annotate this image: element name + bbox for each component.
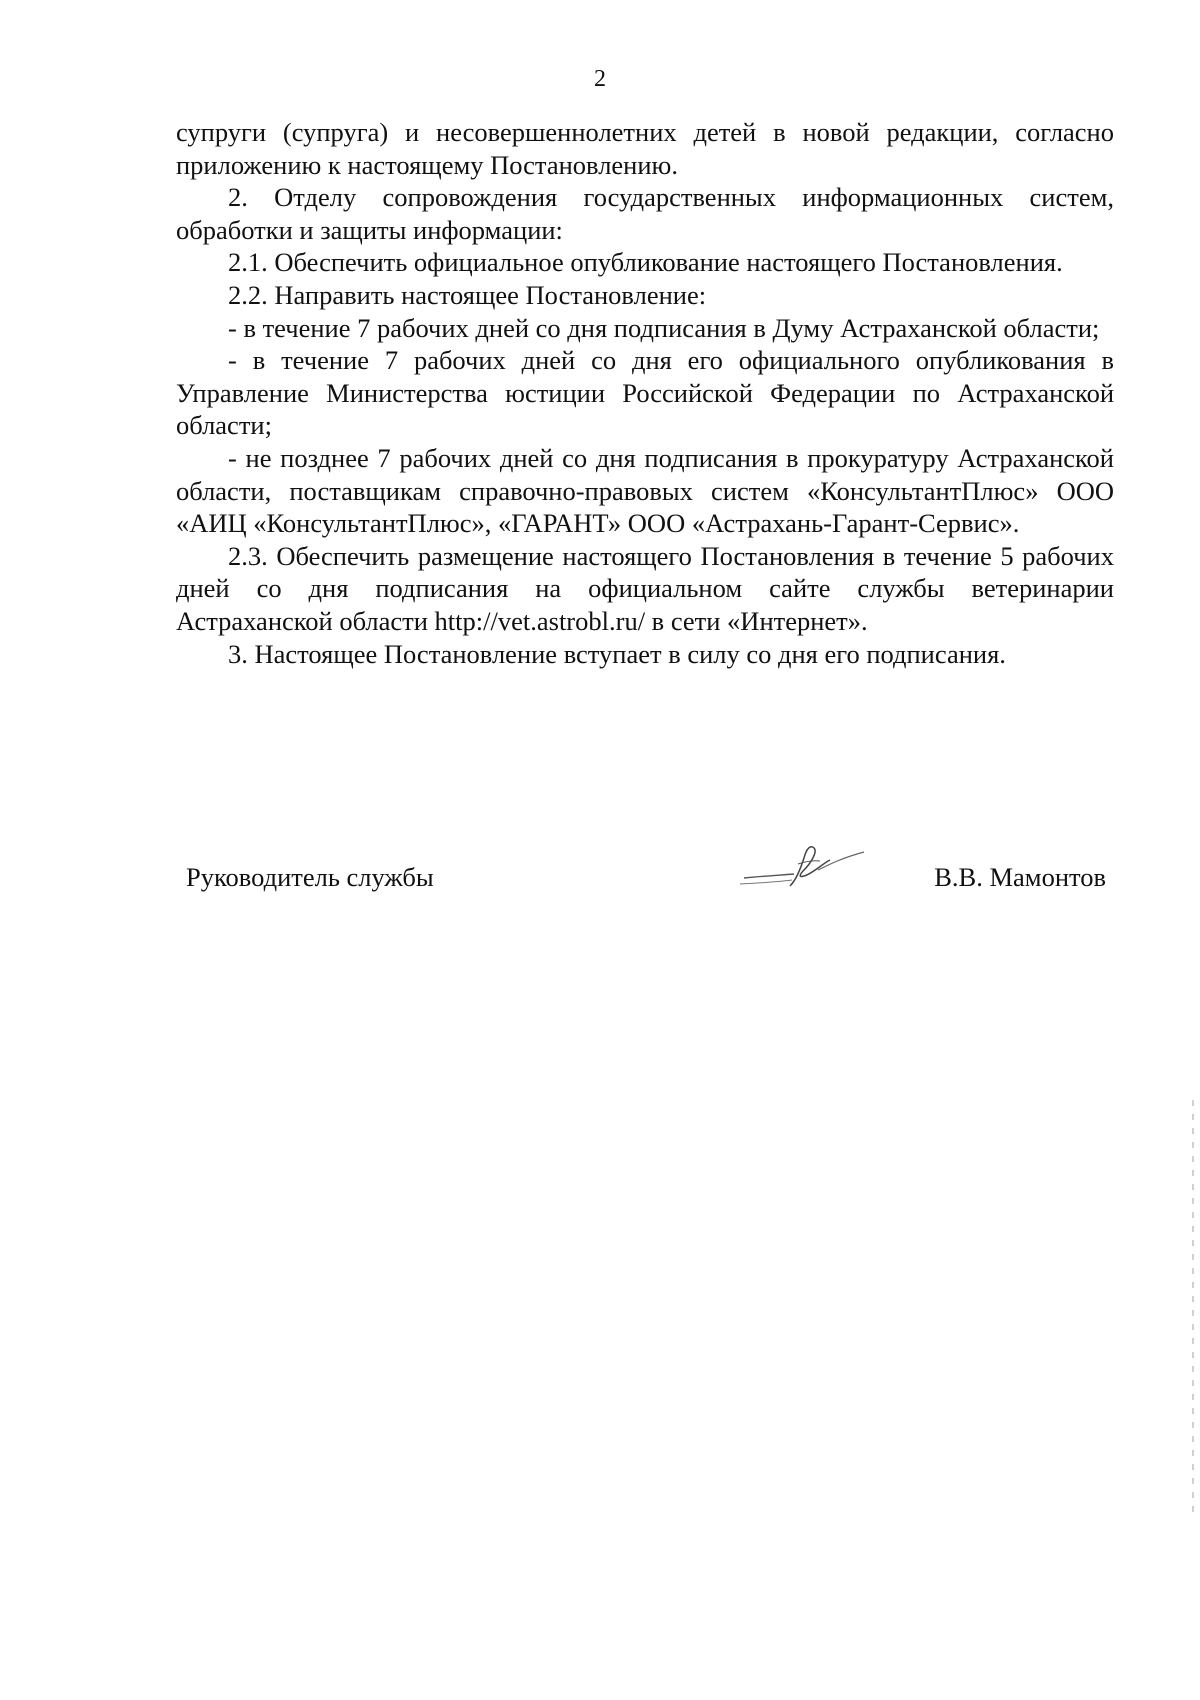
page-number: 2 [594,66,606,92]
paragraph-2-2: 2.2. Направить настоящее Постановление: [228,279,707,310]
paragraph-2-2-item-3: - не позднее 7 рабочих дней со дня подписания в прокуратуру Астраханской области, поставщикам справочно-правовых систем «КонсультантПлюс» ООО «АИЦ «КонсультантПлюс», «ГАРАНТ» ООО «Астрахань-Гарант-Сервис». [176,442,1114,539]
signatory-name: В.В. Мамонтов [934,862,1106,892]
scan-edge-mark [1192,1100,1194,1520]
paragraph-2-3: 2.3. Обеспечить размещение настоящего Постановления в течение 5 рабочих дней со дня подписания на официальном сайте службы ветеринарии Астраханской области http://vet.astrobl.ru/ в сети «Интернет». [176,540,1114,636]
paragraph-1: супруги (супруга) и несовершеннолетних детей в новой редакции, согласно приложению к настоящему Постановлению. [176,117,1114,180]
paragraph-2: 2. Отделу сопровождения государственных информационных систем, обработки и защиты информации: [176,182,1114,245]
paragraph-2-1: 2.1. Обеспечить официальное опубликование настоящего Постановления. [228,247,1063,278]
signature-block [186,862,1106,922]
handwritten-signature-icon [734,834,874,894]
paragraph-2-2-item-2: - в течение 7 рабочих дней со дня его официального опубликования в Управление Министерства юстиции Российской Федерации по Астраханской области; [176,345,1114,441]
signatory-title: Руководитель службы [186,862,434,892]
paragraph-3: 3. Настоящее Постановление вступает в силу со дня его подписания. [228,638,1006,669]
document-body [176,116,1114,670]
paragraph-2-2-item-1: - в течение 7 рабочих дней со дня подписания в Думу Астраханской области; [228,312,1100,343]
